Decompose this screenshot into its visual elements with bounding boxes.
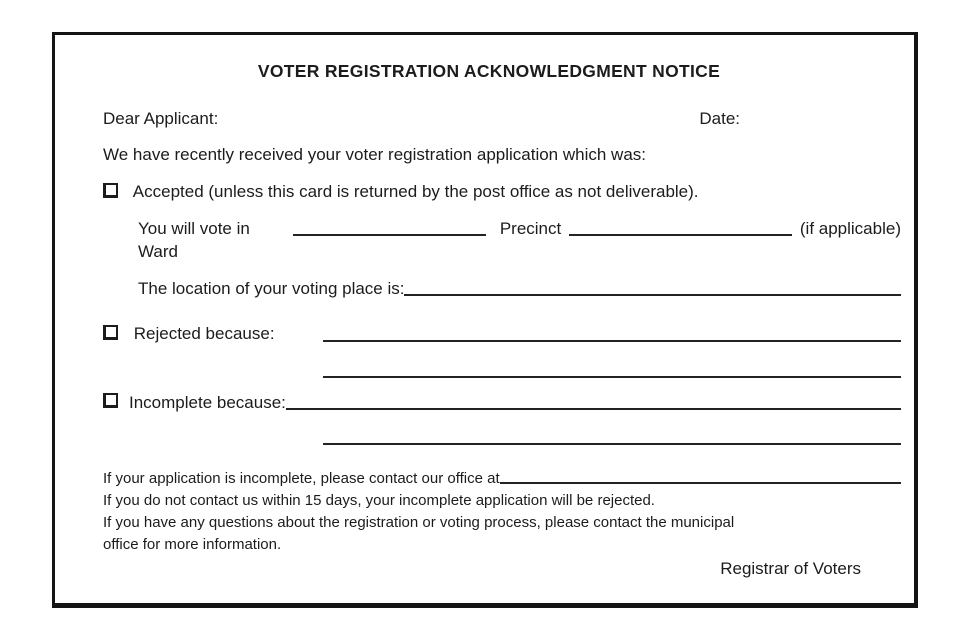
if-applicable-label: (if applicable) [799,219,901,238]
ward-precinct-row [138,217,901,263]
contact-office-text: If your application is incomplete, please contact our office at [103,470,500,487]
voting-place-input-line[interactable] [404,293,901,296]
rejected-reason-line-2[interactable] [323,376,901,378]
salutation-row [103,107,901,130]
incomplete-option-row [103,391,901,414]
ward-label: You will vote in Ward [138,219,250,261]
voting-place-label: The location of your voting place is: [138,279,405,298]
deadline-text: If you do not contact us within 15 days, your incomplete application will be rejected. [103,492,655,509]
voting-place-row [138,277,901,300]
rejected-checkbox[interactable] [103,325,118,340]
questions-text-line-1: If you have any questions about the registration or voting process, please contact the municipal [103,514,735,531]
accepted-option-row [103,180,901,203]
rejected-reason-row-2 [103,358,901,381]
accepted-label: Accepted (unless this card is returned by the post office as not deliverable). [132,182,699,201]
precinct-label: Precinct [499,219,562,238]
signature-title: Registrar of Voters [720,559,861,578]
footer-notes [103,468,901,556]
notice-form-card [52,32,918,608]
intro-text: We have recently received your voter registration application which was: [103,145,647,164]
rejected-label: Rejected because: [133,324,275,343]
questions-text-line-2: office for more information. [103,536,282,553]
salutation-text: Dear Applicant: [103,109,219,128]
rejected-option-row [103,322,901,345]
contact-office-row [103,468,901,490]
incomplete-checkbox[interactable] [103,393,118,408]
incomplete-reason-row-2 [103,425,901,448]
date-label: Date: [699,109,740,128]
incomplete-reason-line-1[interactable] [286,407,901,410]
rejected-reason-line-1[interactable] [323,340,901,342]
contact-office-input-line[interactable] [500,481,901,484]
ward-input-line[interactable] [293,233,486,236]
accepted-checkbox[interactable] [103,183,118,198]
incomplete-label: Incomplete because: [129,393,286,412]
page-title: VOTER REGISTRATION ACKNOWLEDGMENT NOTICE [257,61,721,81]
precinct-input-line[interactable] [569,233,792,236]
incomplete-reason-line-2[interactable] [323,443,901,445]
